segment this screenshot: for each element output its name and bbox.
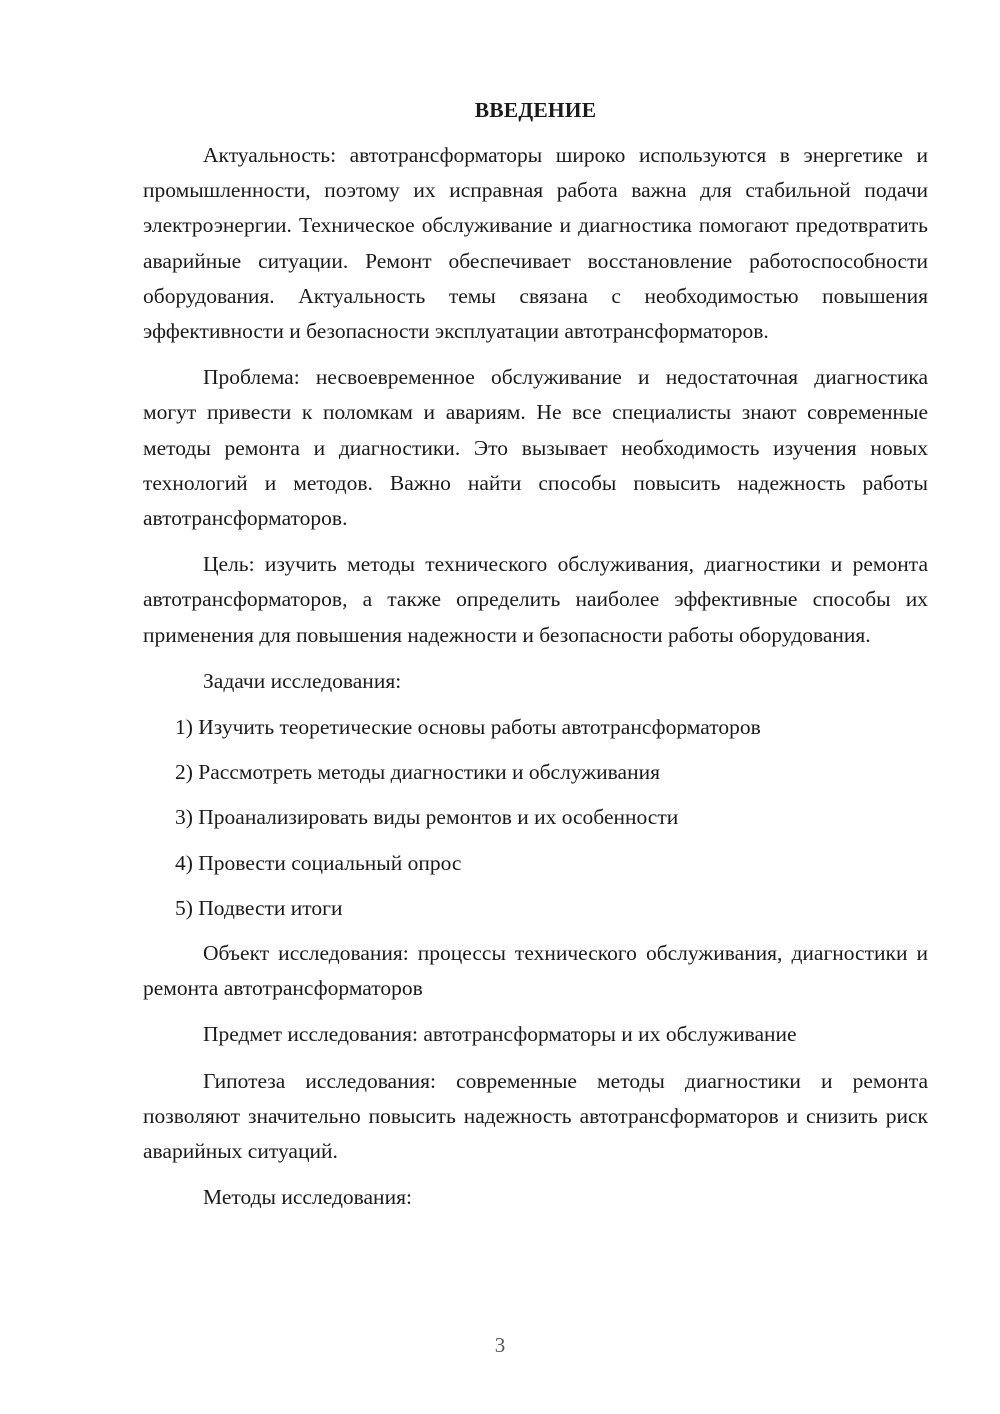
paragraph-subject: Предмет исследования: автотрансформаторы и их обслуживание <box>203 1022 797 1047</box>
paragraph-object: Объект исследования: процессы технического обслуживания, диагностики и ремонта автотрансформаторов <box>143 941 928 1001</box>
paragraph-hypothesis: Гипотеза исследования: современные методы диагностики и ремонта позволяют значительно повысить надежность автотрансформаторов и снизить риск аварийных ситуаций. <box>143 1068 928 1164</box>
section-title: ВВЕДЕНИЕ <box>474 98 597 122</box>
paragraph-goal: Цель: изучить методы технического обслуживания, диагностики и ремонта автотрансформаторов, а также определить наиболее эффективные способы их применения для повышения надежности и безопасности работы оборудования. <box>143 552 928 647</box>
task-item-1: 1) Изучить теоретические основы работы автотрансформаторов <box>175 715 761 740</box>
paragraph-problem: Проблема: несвоевременное обслуживание и недостаточная диагностика могут привести к поломкам и авариям. Не все специалисты знают современные методы ремонта и диагностики. Это вызывает необходимость изучения новых технологий и методов. Важно найти способы повысить надежность работы автотрансформаторов. <box>143 365 928 531</box>
paragraph-tasks-heading: Задачи исследования: <box>203 668 402 693</box>
paragraph-relevance: Актуальность: автотрансформаторы широко используются в энергетике и промышленности, поэтому их исправная работа важна для стабильной подачи электроэнергии. Техническое обслуживание и диагностика помогают предотвратить аварийные ситуации. Ремонт обеспечивает восстановление работоспособности оборудования. Актуальность темы связана с необходимостью повышения эффективности и безопасности эксплуатации автотрансформаторов. <box>143 143 928 344</box>
task-item-2: 2) Рассмотреть методы диагностики и обслуживания <box>175 760 660 785</box>
task-item-3: 3) Проанализировать виды ремонтов и их особенности <box>175 805 679 830</box>
task-item-4: 4) Провести социальный опрос <box>175 850 462 875</box>
task-item-5: 5) Подвести итоги <box>175 895 343 920</box>
page-number: 3 <box>494 1333 506 1357</box>
document-page <box>143 94 928 1226</box>
paragraph-methods: Методы исследования: <box>203 1185 412 1210</box>
